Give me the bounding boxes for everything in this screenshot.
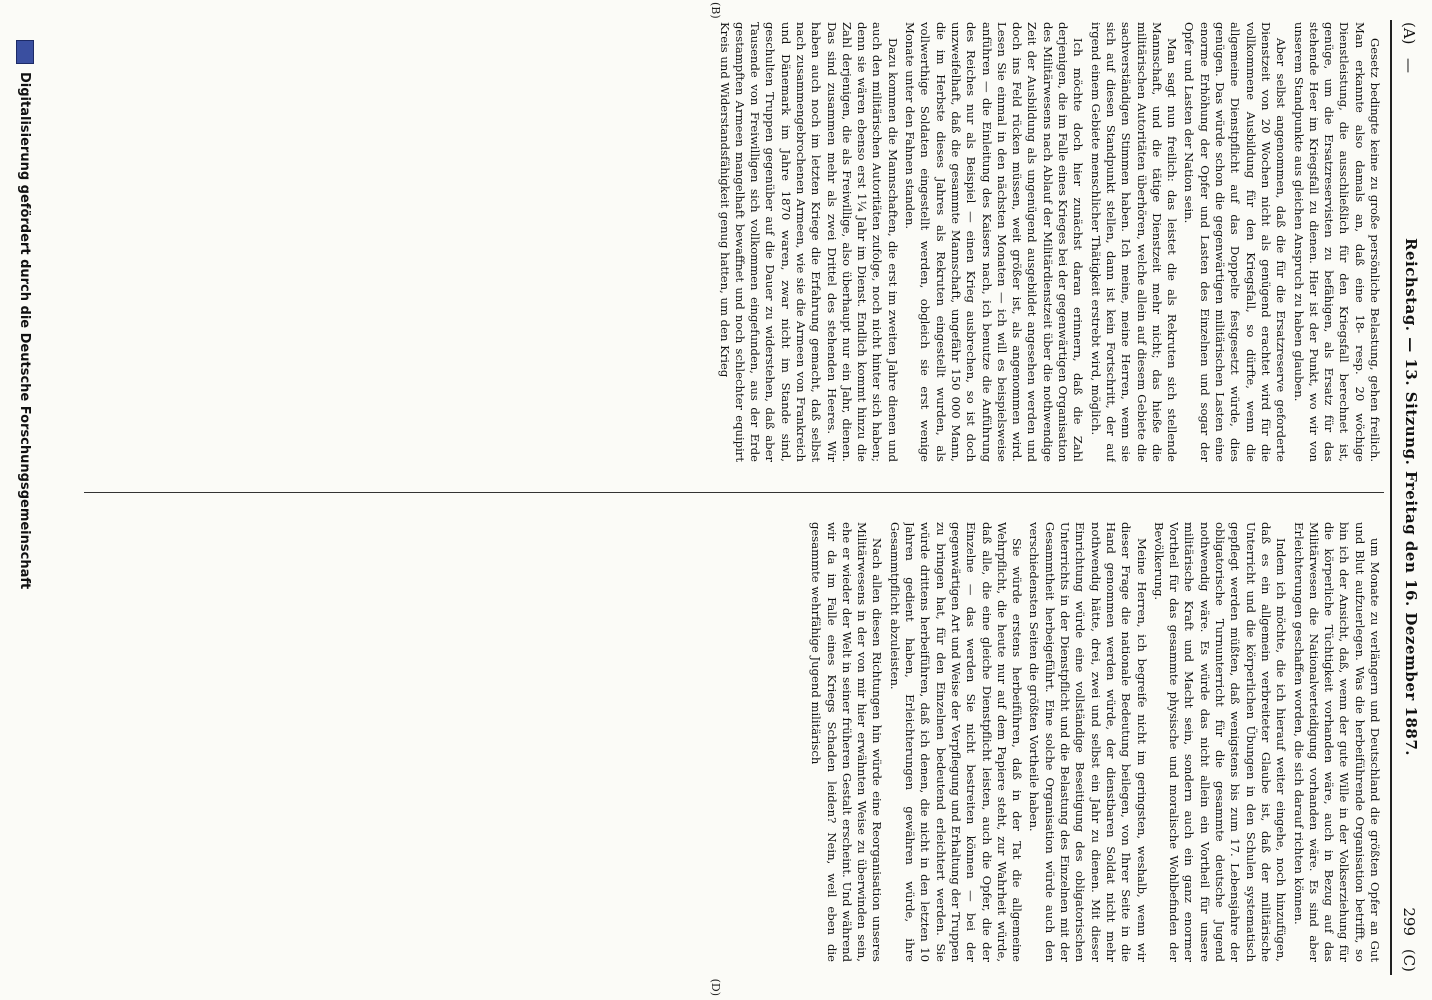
page-number: 299 <box>1400 907 1418 936</box>
digitization-credit <box>10 40 40 980</box>
column-marker-b: (B) <box>709 2 722 19</box>
column-marker-d: (D) <box>709 978 722 996</box>
column-divider <box>84 492 1384 493</box>
running-head <box>1394 22 1420 972</box>
column-marker-a: (A) <box>1400 22 1418 45</box>
paragraph: Gesetz bedingte keine zu große persönliche Belastung, gehen freilich. Man erkannte also damals an, daß eine 18- resp. 20 wöchige Dienstleistung, die ausschließlich für den Kriegsfall berechnet ist, genüge, um die Ersatzreservisten zu befähigen, als Ersatz für das stehende Heer im Kriegsfall zu dienen. Hier ist der Punkt, wo wir von unserem Standpunkte aus gleichen Anspruch zu haben glauben. <box>1291 22 1382 462</box>
page-header-title: Reichstag. — 13. Sitzung. Freitag den 16. Dezember 1887. <box>1402 237 1420 756</box>
paragraph: um Monate zu verlängern und Deutschland die größten Opfer an Gut und Blut aufzuerlegen. Was die herbeiführende Organisation betrifft, so bin ich der Ansicht, daß, wenn der gute Wille in der Volkserziehung für die körperliche Tüchtigkeit vorhanden wäre, auch in Bezug auf das Militärwesen die Nationalverteidigung vorhanden wäre. Es sind aber Erleichterungen geschaffen worden, die sich darauf richten können. <box>1291 522 1382 962</box>
left-text-column <box>82 22 1382 462</box>
paragraph: Indem ich möchte, die ich hierauf weiter eingehe, noch hinzufügen, daß es ein allgemein verbreiteter Glaube ist, daß der militärische Unterricht und die körperlichen Übungen in den Schulen systematisch gepflegt werden müßten, daß wenigstens bis zum 17. Lebensjahre der obligatorische Turnunterricht für die gesammte deutsche Jugend nothwendig wäre. Es würde das nicht allein ein Vortheil für unsere militärische Kraft und Macht sein, sondern auch ein ganz enormer Vortheil für das gesammte physische und moralische Wohlbefinden der Bevölkerung. <box>1151 522 1289 962</box>
right-text-column <box>82 522 1382 962</box>
column-marker-c: (C) <box>1400 948 1418 972</box>
paragraph: Nach allen diesen Richtungen hin würde eine Reorganisation unseres Militärwesens in der von mir hier erwähnten Weise zu überwinden sein, ehe er wieder der Welt in seiner früheren Gestalt erscheint. Und während wir da im Falle eines Kriegs Schaden leiden? Nein, weil eben die gesammte wehrfähige Jugend militärisch <box>809 522 885 962</box>
paragraph: Ich möchte doch hier zunächst daran erinnern, daß die Zahl derjenigen, die im Falle eines Krieges bei der gegenwärtigen Organisation des Militärwesens nach Ablauf der Militärdienstzeit über die nothwendige Zeit der Ausbildung als ungenügend ausgebildet angesehen werden und doch ins Feld rücken müssen, weit größer ist, als angenommen wird. Lesen Sie einmal in den nächsten Monaten — ich will es beispielsweise anführen — die Einleitung des Kaisers nach, ich benutze die Anführung des Reiches nur als Beispiel — einen Krieg ausbrechen, so ist doch unzweifelhaft, daß die gesammte Mannschaft, ungefähr 150 000 Mann, die im Herbste dieses Jahres als Rekruten eingestellt wurden, als vollwerthige Soldaten eingestellt werden, obgleich sie erst wenige Monate unter den Fahnen standen. <box>903 22 1086 462</box>
paragraph: Dazu kommen die Mannschaften, die erst im zweiten Jahre dienen und auch den militärischen Autoritäten zufolge, noch nicht hinter sich haben; denn sie wären ebenso erst 1¼ Jahr im Dienst. Endlich kommt hinzu die Zahl derjenigen, die als Freiwillige, also überhaupt nur ein Jahr, dienen. Das sind zusammen mehr als zwei Drittel des stehenden Heeres. Wir haben auch noch im letzten Kriege die Erfahrung gemacht, daß selbst nach zusammengebrochenen Armeen, wie sie die Armeen von Frankreich und Dänemark im Jahre 1870 waren, zwar nicht im Stande sind, geschulten Truppen gegenüber auf die Dauer zu widerstehen, daß aber Tausende von Freiwilligen sich vollkommen eingefunden, aus der Erde gestampften Armeen mangelhaft bewaffnet und noch schlechter equipirt Kreis und Widerstandsfähigkeit genug hatten, um den Krieg <box>717 22 900 462</box>
paragraph: Aber selbst angenommen, daß die für die Ersatzreserve geforderte Dienstzeit von 20 Wochen nicht als genügend erachtet wird für die vollkommene Ausbildung für den Kriegsfall, so dürfte, wenn die allgemeine Dienstpflicht auf das Doppelte festgesetzt würde, dies genügen. Das würde schon die gegenwärtigen militärischen Lasten eine enorme Erhöhung der Opfer und Lasten des Einzelnen und sogar der Opfer und Lasten der Nation sein. <box>1182 22 1289 462</box>
paragraph: Sie würde erstens herbeiführen, daß in der Tat die allgemeine Wehrpflicht, die heute nur auf dem Papiere steht, zur Wahrheit würde, daß alle, die eine gleiche Dienstpflicht leisten, auch die Opfer, die der Einzelne — das werden Sie nicht bestreiten können — bei der gegenwärtigen Art und Weise der Verpflegung und Erhaltung der Truppen zu bringen hat, für den Einzelnen bedeutend erleichtert werden. Sie würde drittens herbeiführen, daß ich denen, die nicht in den letzten 10 Jahren gedient haben, Erleichterungen gewähren würde, ihre Gesammtpflicht abzuleisten. <box>887 522 1025 962</box>
paragraph: Man sagt nun freilich: das leistet die als Rekruten sich stellende Mannschaft, und die tätige Dienstzeit mehr nicht; das hieße die militärischen Autoritäten überhören, welche allein auf diesem Gebiete die sachverständigen Stimmen haben. Ich meine, meine Herren, wenn sie sich auf diesen Standpunkt stellen, dann ist kein Fortschritt, der auf irgend einem Gebiete menschlicher Thätigkeit erstrebt wird, möglich. <box>1088 22 1180 462</box>
header-rule <box>1390 20 1392 975</box>
dfg-logo-icon <box>16 40 34 64</box>
paragraph: Meine Herren, ich begreife nicht im geringsten, weshalb, wenn wir dieser Frage die nationale Bedeutung beilegen, von Ihrer Seite in die Hand genommen werden würde, der dienstbaren Soldat nicht mehr nothwendig hätte, drei, zwei und selbst ein Jahr zu dienen. Mit dieser Einrichtung würde eine vollständige Beseitigung des obligatorischen Unterrichts in der Dienstpflicht und die Belastung des Einzelnen mit der Gesammtheit herbeigeführt. Eine solche Organisation würde auch den verschiedensten Seiten die größten Vortheile haben. <box>1027 522 1149 962</box>
left-page-mark: — <box>1400 58 1418 73</box>
digitization-credit-text: Digitalisierung gefördert durch die Deutsche Forschungsgemeinschaft <box>17 72 33 590</box>
